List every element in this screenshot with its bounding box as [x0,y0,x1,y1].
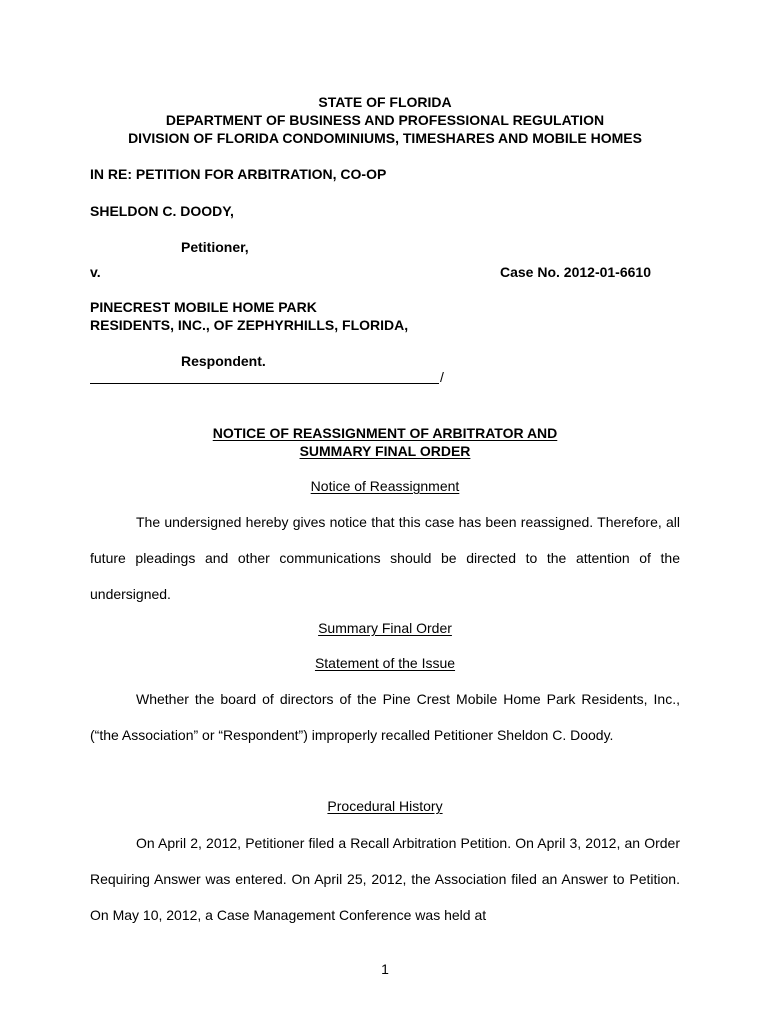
section-heading-reassignment: Notice of Reassignment [310,478,460,494]
page-number: 1 [381,961,389,977]
order-title-line2: SUMMARY FINAL ORDER [299,443,471,459]
section-heading-procedural-history: Procedural History [327,798,443,814]
header-department: DEPARTMENT OF BUSINESS AND PROFESSIONAL REGULATION [165,112,605,128]
caption-respondent-role: Respondent. [181,353,266,369]
caption-respondent-line2: RESIDENTS, INC., OF ZEPHYRHILLS, FLORIDA, [90,317,409,333]
reassignment-paragraph: The undersigned hereby gives notice that this case has been reassigned. Therefore, all future pleadings and other communications should be directed to the attention of the undersigned. [90,514,680,602]
section-heading-statement-of-issue: Statement of the Issue [314,655,456,671]
caption-slash: / [440,369,444,385]
caption-versus: v. [90,264,101,280]
case-number: Case No. 2012-01-6610 [500,264,651,280]
caption-rule [90,383,439,384]
procedural-history-paragraph: On April 2, 2012, Petitioner filed a Recall Arbitration Petition. On April 3, 2012, an Order Requiring Answer was entered. On April 25, 2012, the Association filed an Answer to Petition. On May 10, 2012, a Case Management Conference was held at [90,835,680,923]
order-title-line1: NOTICE OF REASSIGNMENT OF ARBITRATOR AND [212,425,558,441]
issue-paragraph: Whether the board of directors of the Pine Crest Mobile Home Park Residents, Inc., (“the Association” or “Respondent”) improperly recalled Petitioner Sheldon C. Doody. [90,691,680,743]
header-state: STATE OF FLORIDA [318,94,452,110]
header-division: DIVISION OF FLORIDA CONDOMINIUMS, TIMESHARES AND MOBILE HOMES [128,130,642,146]
caption-petitioner-name: SHELDON C. DOODY, [90,203,234,219]
caption-in-re: IN RE: PETITION FOR ARBITRATION, CO-OP [90,166,387,182]
section-heading-summary-final-order: Summary Final Order [318,620,452,636]
caption-respondent-line1: PINECREST MOBILE HOME PARK [90,299,317,315]
caption-petitioner-role: Petitioner, [181,239,249,255]
